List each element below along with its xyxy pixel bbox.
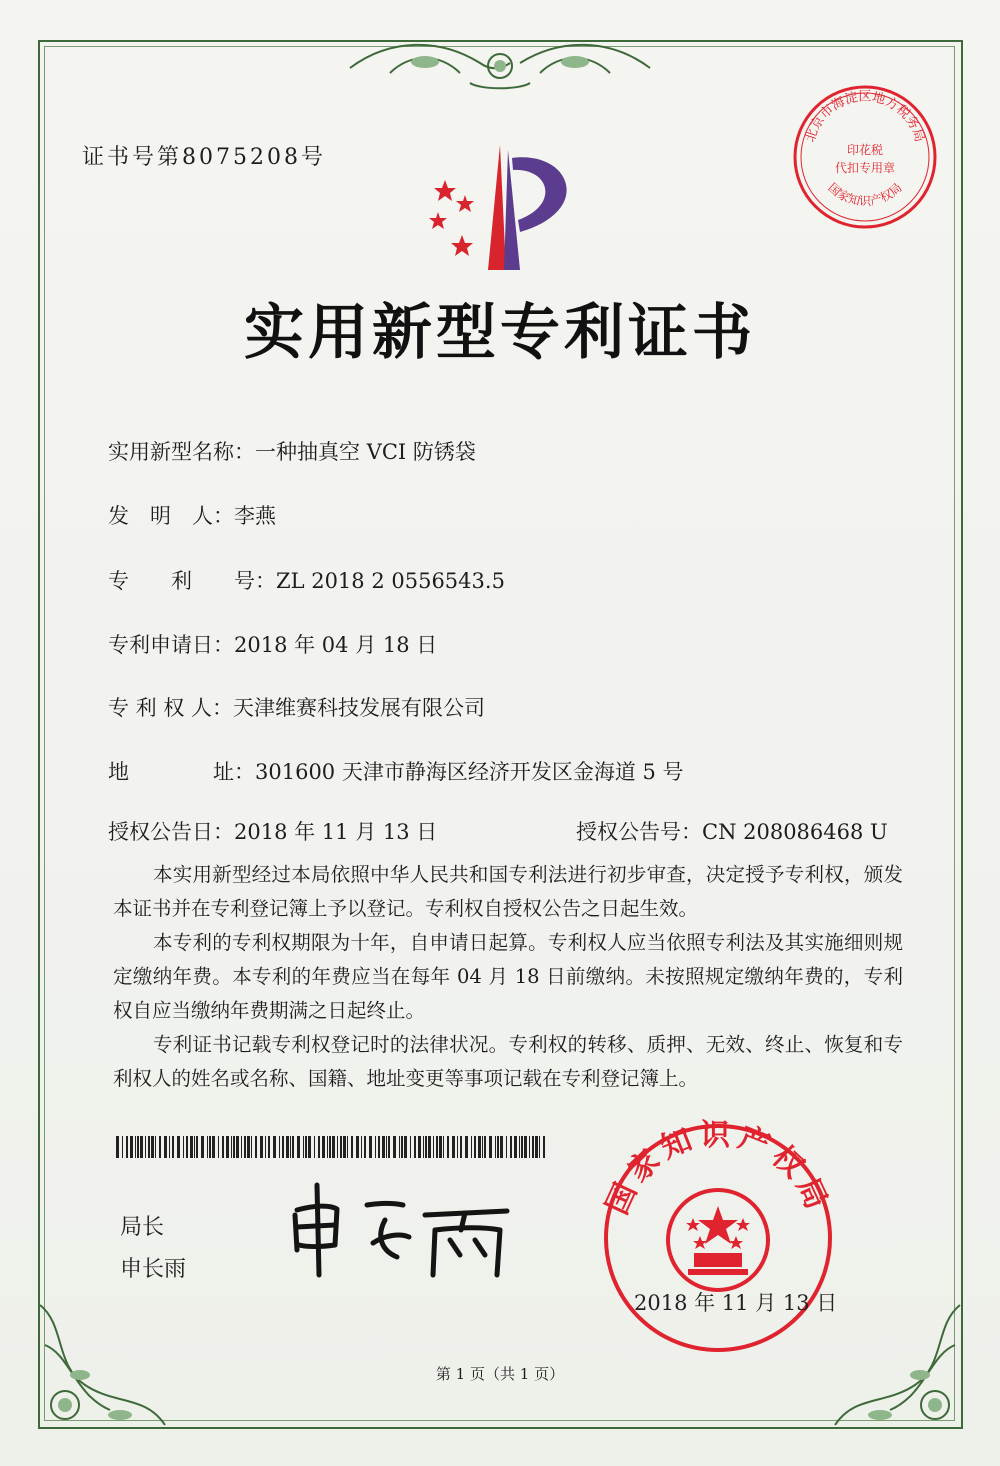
barcode-bar [116, 1136, 119, 1158]
barcode-bar [318, 1136, 320, 1158]
barcode-bar [433, 1136, 434, 1158]
barcode-bar [190, 1136, 193, 1158]
barcode-bar [497, 1136, 499, 1158]
barcode-bar [539, 1136, 540, 1158]
barcode-bar [207, 1136, 208, 1158]
barcode-bar [282, 1136, 284, 1158]
barcode-bar [164, 1136, 167, 1158]
director-title: 局长 [120, 1215, 165, 1240]
barcode-bar [135, 1136, 136, 1158]
barcode-bar [322, 1136, 325, 1158]
barcode-bar [226, 1136, 229, 1158]
tax-stamp-seal [790, 82, 940, 232]
patentee-value: 天津维赛科技发展有限公司 [233, 696, 486, 720]
barcode-bar [378, 1136, 380, 1158]
barcode-bar [286, 1136, 289, 1158]
barcode-bar [532, 1136, 534, 1158]
field-filing-date [108, 629, 437, 659]
barcode-bar [148, 1136, 150, 1158]
barcode-bar [535, 1136, 538, 1158]
tax-seal-ring-text: 北京市海淀区地方税务局 [803, 89, 927, 145]
barcode-bar [247, 1136, 250, 1158]
barcode-bar [218, 1136, 219, 1158]
barcode-bar [209, 1136, 211, 1158]
barcode-bar [305, 1136, 307, 1158]
director-name: 申长雨 [120, 1257, 187, 1282]
barcode-bar [529, 1136, 530, 1158]
barcode-bar [382, 1136, 385, 1158]
barcode-bar [201, 1136, 204, 1158]
barcode-bar [410, 1136, 411, 1158]
paragraph-term: 本专利的专利权期限为十年，自申请日起算。专利权人应当依照专利法及其实施细则规定缴纳年费。本专利的年费应当在每年 04 月 18 日前缴纳。未按照规定缴纳年费的，专利权自应当缴纳年费期满之日起终止。 [113, 931, 903, 1022]
patent-no-label: 专 利 号： [108, 569, 276, 593]
sipo-seal-ring-text: 国家知识产权局 [599, 1118, 837, 1220]
barcode-bar [265, 1136, 266, 1158]
svg-text:国家知识产权局 [825, 180, 904, 208]
filing-date-value: 2018 年 04 月 18 日 [234, 633, 438, 657]
barcode-bar [388, 1136, 390, 1158]
barcode-bar [447, 1136, 449, 1158]
barcode-bar [356, 1136, 359, 1158]
barcode-bar [260, 1136, 263, 1158]
barcode-bar [130, 1136, 133, 1158]
field-pub-no [576, 816, 888, 846]
barcode-bar [273, 1136, 276, 1158]
barcode-bar [418, 1136, 421, 1158]
patent-no-value: ZL 2018 2 0556543.5 [276, 569, 505, 593]
barcode-bar [329, 1136, 331, 1158]
barcode-bar [196, 1136, 198, 1158]
top-ornament [330, 28, 670, 98]
barcode-bar [423, 1136, 424, 1158]
barcode-bar [436, 1136, 438, 1158]
barcode-bar [137, 1136, 139, 1158]
barcode-bar [524, 1136, 527, 1158]
barcode-bar [194, 1136, 195, 1158]
name-value: 一种抽真空 VCI 防锈袋 [255, 440, 476, 464]
barcode-bar [177, 1136, 180, 1158]
barcode-bar [364, 1136, 366, 1158]
barcode-bar [251, 1136, 252, 1158]
barcode-bar [428, 1136, 431, 1158]
barcode-bar [460, 1136, 462, 1158]
certificate-number: 证书号第8075208号 [82, 145, 326, 170]
barcode-bar [404, 1136, 407, 1158]
barcode-bar [172, 1136, 174, 1158]
barcode-bar [500, 1136, 503, 1158]
address-label: 地 址： [108, 760, 255, 784]
tax-seal-bottom-text: 国家知识产权局 [825, 180, 905, 209]
barcode-bar [521, 1136, 523, 1158]
barcode-bar [361, 1136, 362, 1158]
paragraph-legal-status: 专利证书记载专利权登记时的法律状况。专利权的转移、质押、无效、终止、恢复和专利权人的姓名或名称、国籍、地址变更等事项记载在专利登记簿上。 [113, 1033, 903, 1090]
barcode-bar [457, 1136, 458, 1158]
barcode-bar [506, 1136, 507, 1158]
barcode-bar [543, 1136, 545, 1158]
barcode-bar [484, 1136, 486, 1158]
pub-date-value: 2018 年 11 月 13 日 [234, 820, 438, 844]
barcode-bar [489, 1136, 492, 1158]
barcode-bar [482, 1136, 483, 1158]
sipo-seal [598, 1118, 838, 1358]
barcode-bar [140, 1136, 143, 1158]
barcode-bar [340, 1136, 342, 1158]
inventor-label: 发 明 人： [108, 504, 234, 528]
barcode-bar [183, 1136, 184, 1158]
pub-no-value: CN 208086468 U [702, 820, 888, 844]
barcode-bar [375, 1136, 376, 1158]
barcode-bar [244, 1136, 246, 1158]
pub-no-label: 授权公告号： [576, 820, 702, 844]
barcode-bar [519, 1136, 520, 1158]
field-patent-no [108, 565, 505, 595]
barcode-bar [159, 1136, 161, 1158]
barcode-bar [314, 1136, 315, 1158]
seal-date: 2018 年 11 月 13 日 [634, 1291, 838, 1315]
barcode-bar [399, 1136, 400, 1158]
barcode-bar [222, 1136, 224, 1158]
barcode-bar [186, 1136, 188, 1158]
barcode-bar [401, 1136, 403, 1158]
page-footer: 第 1 页（共 1 页） [435, 1365, 565, 1383]
barcode-bar [290, 1136, 291, 1158]
svg-text:国家知识产权局 [600, 1118, 837, 1220]
barcode-bar [297, 1136, 300, 1158]
pub-date-label: 授权公告日： [108, 820, 234, 844]
barcode-bar [351, 1136, 353, 1158]
director-signature [285, 1175, 515, 1285]
barcode-bar [495, 1136, 496, 1158]
tax-seal-center-line1: 印花税 [846, 143, 884, 157]
paragraph-grant: 本实用新型经过本局依照中华人民共和国专利法进行初步审查，决定授予专利权，颁发本证书并在专利登记簿上予以登记。专利权自授权公告之日起生效。 [113, 863, 903, 920]
barcode-bar [151, 1136, 154, 1158]
barcode-bar [241, 1136, 242, 1158]
barcode-bar [386, 1136, 387, 1158]
barcode-bar [268, 1136, 270, 1158]
barcode-bar [425, 1136, 427, 1158]
barcode-bar [347, 1136, 348, 1158]
barcode-bar [478, 1136, 481, 1158]
barcode-bar [343, 1136, 346, 1158]
barcode-bar [393, 1136, 396, 1158]
barcode-bar [279, 1136, 280, 1158]
barcode-bar [510, 1136, 512, 1158]
barcode-bar [439, 1136, 442, 1158]
field-patentee [108, 692, 485, 722]
barcode-bar [337, 1136, 338, 1158]
barcode-bar [292, 1136, 294, 1158]
barcode-bar [332, 1136, 335, 1158]
field-inventor [108, 500, 276, 530]
barcode-bar [145, 1136, 146, 1158]
barcode-bar [465, 1136, 468, 1158]
barcode-bar [443, 1136, 444, 1158]
field-address [108, 756, 684, 786]
barcode-bar [471, 1136, 472, 1158]
field-name [108, 436, 476, 466]
barcode-bar [126, 1136, 128, 1158]
barcode-bar [327, 1136, 328, 1158]
field-pub-date [108, 816, 437, 846]
barcode-bar [169, 1136, 170, 1158]
barcode-bar [212, 1136, 215, 1158]
tax-seal-center-line2: 代扣专用章 [834, 161, 896, 175]
barcode-bar [233, 1136, 235, 1158]
national-emblem-icon [668, 1190, 768, 1290]
name-label: 实用新型名称： [108, 440, 255, 464]
barcode-bar [255, 1136, 257, 1158]
barcode-bar [369, 1136, 372, 1158]
svg-text:北京市海淀区地方税务局 [803, 89, 927, 144]
barcode-bar [236, 1136, 239, 1158]
barcode-bar [308, 1136, 311, 1158]
address-value: 301600 天津市静海区经济开发区金海道 5 号 [255, 760, 684, 784]
barcode [116, 1136, 552, 1158]
barcode-bar [474, 1136, 476, 1158]
cnipa-logo-icon [420, 140, 590, 275]
barcode-bar [155, 1136, 156, 1158]
barcode-bar [514, 1136, 517, 1158]
patentee-label: 专 利 权 人： [108, 696, 234, 720]
barcode-bar [303, 1136, 304, 1158]
filing-date-label: 专利申请日： [108, 633, 234, 657]
barcode-bar [122, 1136, 123, 1158]
barcode-bar [231, 1136, 232, 1158]
certificate-title: 实用新型专利证书 [244, 298, 756, 368]
barcode-bar [452, 1136, 455, 1158]
barcode-bar [414, 1136, 416, 1158]
inventor-value: 李燕 [234, 504, 276, 528]
